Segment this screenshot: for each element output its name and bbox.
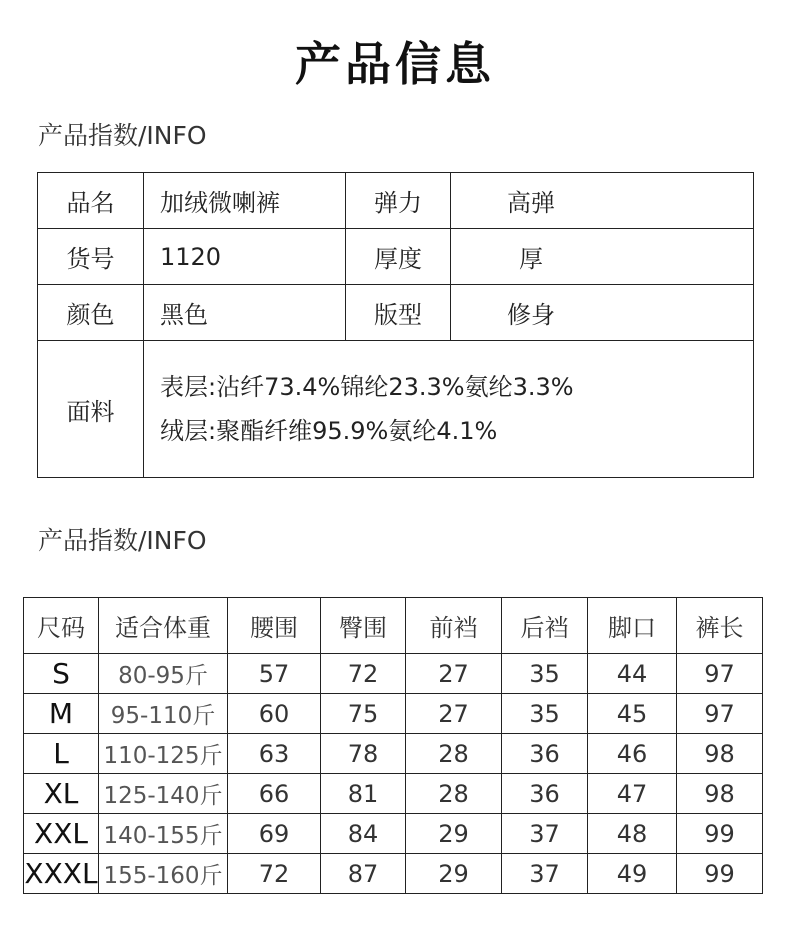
size-cell: S	[24, 654, 99, 694]
weight-cell: 140-155斤	[99, 814, 228, 854]
weight-cell: 95-110斤	[99, 694, 228, 734]
thickness-value: 厚	[451, 229, 754, 285]
back-rise-cell: 36	[502, 774, 588, 814]
name-label: 品名	[38, 173, 144, 229]
hip-cell: 84	[321, 814, 406, 854]
hem-cell: 48	[588, 814, 677, 854]
fit-label: 版型	[346, 285, 451, 341]
name-value: 加绒微喇裤	[144, 173, 346, 229]
weight-cell: 110-125斤	[99, 734, 228, 774]
size-cell: XL	[24, 774, 99, 814]
table-row	[24, 814, 763, 854]
weight-cell: 80-95斤	[99, 654, 228, 694]
hem-cell: 44	[588, 654, 677, 694]
hip-cell: 87	[321, 854, 406, 894]
weight-cell: 125-140斤	[99, 774, 228, 814]
color-label: 颜色	[38, 285, 144, 341]
elastic-label: 弹力	[346, 173, 451, 229]
table-row	[24, 854, 763, 894]
front-rise-cell: 27	[406, 654, 502, 694]
section-label-size: 产品指数/INFO	[38, 526, 207, 555]
waist-cell: 57	[228, 654, 321, 694]
fabric-value	[144, 341, 754, 478]
thickness-label: 厚度	[346, 229, 451, 285]
hem-cell: 49	[588, 854, 677, 894]
table-row	[24, 654, 763, 694]
waist-cell: 72	[228, 854, 321, 894]
hem-cell: 45	[588, 694, 677, 734]
back-rise-cell: 35	[502, 654, 588, 694]
header-weight: 适合体重	[99, 598, 228, 654]
product-info-table	[37, 172, 754, 478]
table-row	[24, 774, 763, 814]
header-waist: 腰围	[228, 598, 321, 654]
length-cell: 99	[677, 854, 763, 894]
front-rise-cell: 29	[406, 814, 502, 854]
front-rise-cell: 28	[406, 734, 502, 774]
hem-cell: 46	[588, 734, 677, 774]
page-title: 产品信息	[295, 37, 495, 91]
waist-cell: 60	[228, 694, 321, 734]
code-label: 货号	[38, 229, 144, 285]
waist-cell: 66	[228, 774, 321, 814]
table-row	[38, 229, 754, 285]
back-rise-cell: 37	[502, 814, 588, 854]
front-rise-cell: 29	[406, 854, 502, 894]
length-cell: 99	[677, 814, 763, 854]
back-rise-cell: 37	[502, 854, 588, 894]
section-label-info: 产品指数/INFO	[38, 121, 207, 150]
hem-cell: 47	[588, 774, 677, 814]
header-hem: 脚口	[588, 598, 677, 654]
table-row	[24, 734, 763, 774]
hip-cell: 78	[321, 734, 406, 774]
code-value: 1120	[144, 229, 346, 285]
front-rise-cell: 27	[406, 694, 502, 734]
waist-cell: 69	[228, 814, 321, 854]
header-hip: 臀围	[321, 598, 406, 654]
table-row	[38, 341, 754, 478]
size-table-header	[24, 598, 763, 654]
waist-cell: 63	[228, 734, 321, 774]
header-length: 裤长	[677, 598, 763, 654]
back-rise-cell: 36	[502, 734, 588, 774]
length-cell: 98	[677, 774, 763, 814]
size-cell: XXXL	[24, 854, 99, 894]
color-value: 黑色	[144, 285, 346, 341]
size-cell: XXL	[24, 814, 99, 854]
header-back-rise: 后裆	[502, 598, 588, 654]
fabric-line-outer: 表层:沾纤73.4%锦纶23.3%氨纶3.3%	[160, 373, 574, 401]
length-cell: 97	[677, 654, 763, 694]
table-row	[38, 285, 754, 341]
fit-value: 修身	[451, 285, 754, 341]
size-chart-table	[23, 597, 763, 894]
table-row	[24, 694, 763, 734]
hip-cell: 75	[321, 694, 406, 734]
size-cell: M	[24, 694, 99, 734]
fabric-label: 面料	[38, 341, 144, 478]
hip-cell: 72	[321, 654, 406, 694]
hip-cell: 81	[321, 774, 406, 814]
length-cell: 97	[677, 694, 763, 734]
weight-cell: 155-160斤	[99, 854, 228, 894]
length-cell: 98	[677, 734, 763, 774]
front-rise-cell: 28	[406, 774, 502, 814]
header-front-rise: 前裆	[406, 598, 502, 654]
elastic-value: 高弹	[451, 173, 754, 229]
size-cell: L	[24, 734, 99, 774]
table-row	[38, 173, 754, 229]
back-rise-cell: 35	[502, 694, 588, 734]
header-size: 尺码	[24, 598, 99, 654]
fabric-line-inner: 绒层:聚酯纤维95.9%氨纶4.1%	[160, 417, 498, 445]
